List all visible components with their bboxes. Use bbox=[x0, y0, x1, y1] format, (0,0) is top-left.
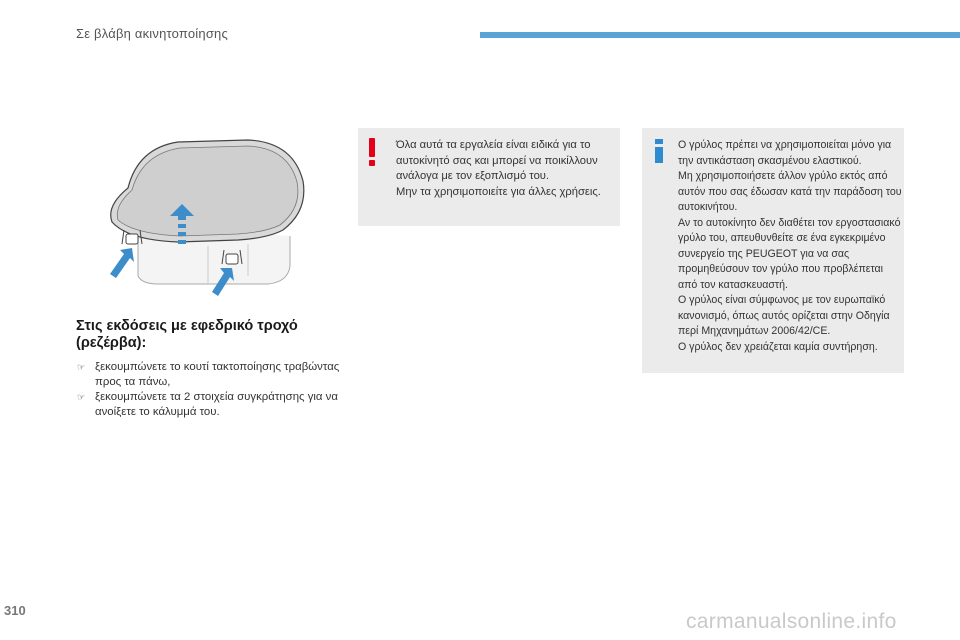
warning-line: Όλα αυτά τα εργαλεία είναι ειδικά για το αυτοκίνητό σας και μπορεί να ποικίλλουν ανάλογα με τον εξοπλισμό του. bbox=[396, 139, 598, 182]
warning-text bbox=[396, 138, 618, 200]
section-title: Στις εκδόσεις με εφεδρικό τροχό (ρεζέρβα): bbox=[76, 318, 298, 351]
exclamation-icon bbox=[368, 138, 376, 166]
step-text: ξεκουμπώνετε τα 2 στοιχεία συγκράτησης για να ανοίξετε το κάλυμμά του. bbox=[95, 391, 338, 418]
clip-arrow-left bbox=[110, 248, 134, 278]
arrow-right-icon: ☞ bbox=[77, 362, 86, 372]
watermark: carmanualsonline.info bbox=[686, 610, 897, 633]
warning-line: Μην τα χρησιμοποιείτε για άλλες χρήσεις. bbox=[396, 185, 601, 198]
header-accent-bar bbox=[480, 32, 960, 38]
page-number: 310 bbox=[4, 603, 26, 618]
info-box bbox=[642, 128, 904, 373]
info-line: Μη χρησιμοποιήσετε άλλον γρύλο εκτός από αυτόν που σας έδωσαν κατά την παράδοση του αυτοκινήτου. bbox=[678, 170, 902, 213]
spare-wheel-cover-illustration bbox=[98, 126, 316, 310]
list-item bbox=[76, 390, 341, 419]
page-header-title: Σε βλάβη ακινητοποίησης bbox=[76, 26, 228, 41]
arrow-right-icon: ☞ bbox=[77, 392, 86, 402]
list-item bbox=[76, 360, 341, 389]
warning-box bbox=[358, 128, 620, 226]
step-list bbox=[76, 360, 341, 420]
info-line: Αν το αυτοκίνητο δεν διαθέτει τον εργοστασιακό γρύλο του, απευθυνθείτε σε ένα εγκεκριμένο συνεργείο της PEUGEOT για να σας προμηθεύσουν τον γρύλο που προβλέπεται από τον κατασκευαστή. bbox=[678, 216, 901, 291]
info-line: Ο γρύλος είναι σύμφωνος με τον ευρωπαϊκό κανονισμό, όπως αυτός ορίζεται στην Οδηγία περί Μηχανημάτων 2006/42/CE. bbox=[678, 294, 890, 337]
info-text bbox=[678, 138, 902, 355]
step-text: ξεκουμπώνετε το κουτί τακτοποίησης τραβώντας προς τα πάνω, bbox=[95, 361, 340, 388]
info-line: Ο γρύλος δεν χρειάζεται καμία συντήρηση. bbox=[678, 340, 878, 353]
info-line: Ο γρύλος πρέπει να χρησιμοποιείται μόνο για την αντικάσταση σκασμένου ελαστικού. bbox=[678, 139, 892, 167]
info-icon bbox=[654, 139, 664, 163]
